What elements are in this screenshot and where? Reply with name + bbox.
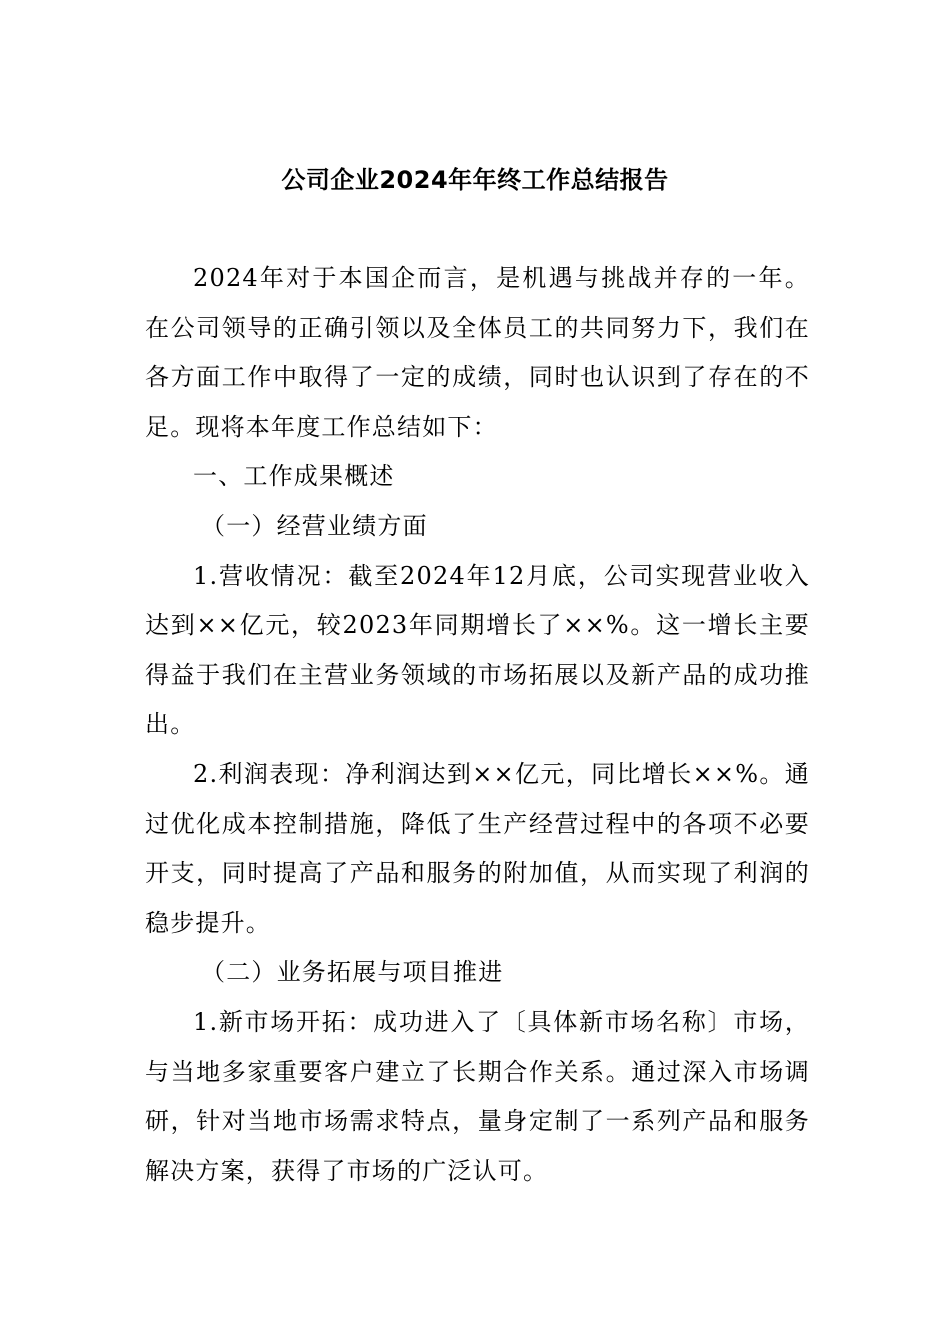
section-heading-work-results: 一、工作成果概述 bbox=[193, 462, 395, 491]
paragraph-revenue: 1.营收情况：截至2024年12月底，公司实现营业收入达到××亿元，较2023年同期增长了××%。这一增长主要得益于我们在主营业务领域的市场拓展以及新产品的成功推出。 bbox=[145, 561, 810, 739]
intro-paragraph: 2024年对于本国企而言，是机遇与挑战并存的一年。在公司领导的正确引领以及全体员工的共同努力下，我们在各方面工作中取得了一定的成绩，同时也认识到了存在的不足。现将本年度工作总结如下： bbox=[145, 264, 810, 441]
subsection-heading-business-performance: （一）经营业绩方面 bbox=[201, 511, 428, 540]
paragraph-new-market: 1.新市场开拓：成功进入了〔具体新市场名称〕市场，与当地多家重要客户建立了长期合作关系。通过深入市场调研，针对当地市场需求特点，量身定制了一系列产品和服务解决方案，获得了市场的广泛认可。 bbox=[145, 1007, 810, 1185]
document-title: 公司企业2024年年终工作总结报告 bbox=[281, 166, 669, 194]
paragraph-profit: 2.利润表现：净利润达到××亿元，同比增长××%。通过优化成本控制措施，降低了生产经营过程中的各项不必要开支，同时提高了产品和服务的附加值，从而实现了利润的稳步提升。 bbox=[145, 759, 810, 937]
document-body bbox=[145, 254, 810, 1196]
subsection-heading-business-expansion: （二）业务拓展与项目推进 bbox=[201, 958, 504, 987]
